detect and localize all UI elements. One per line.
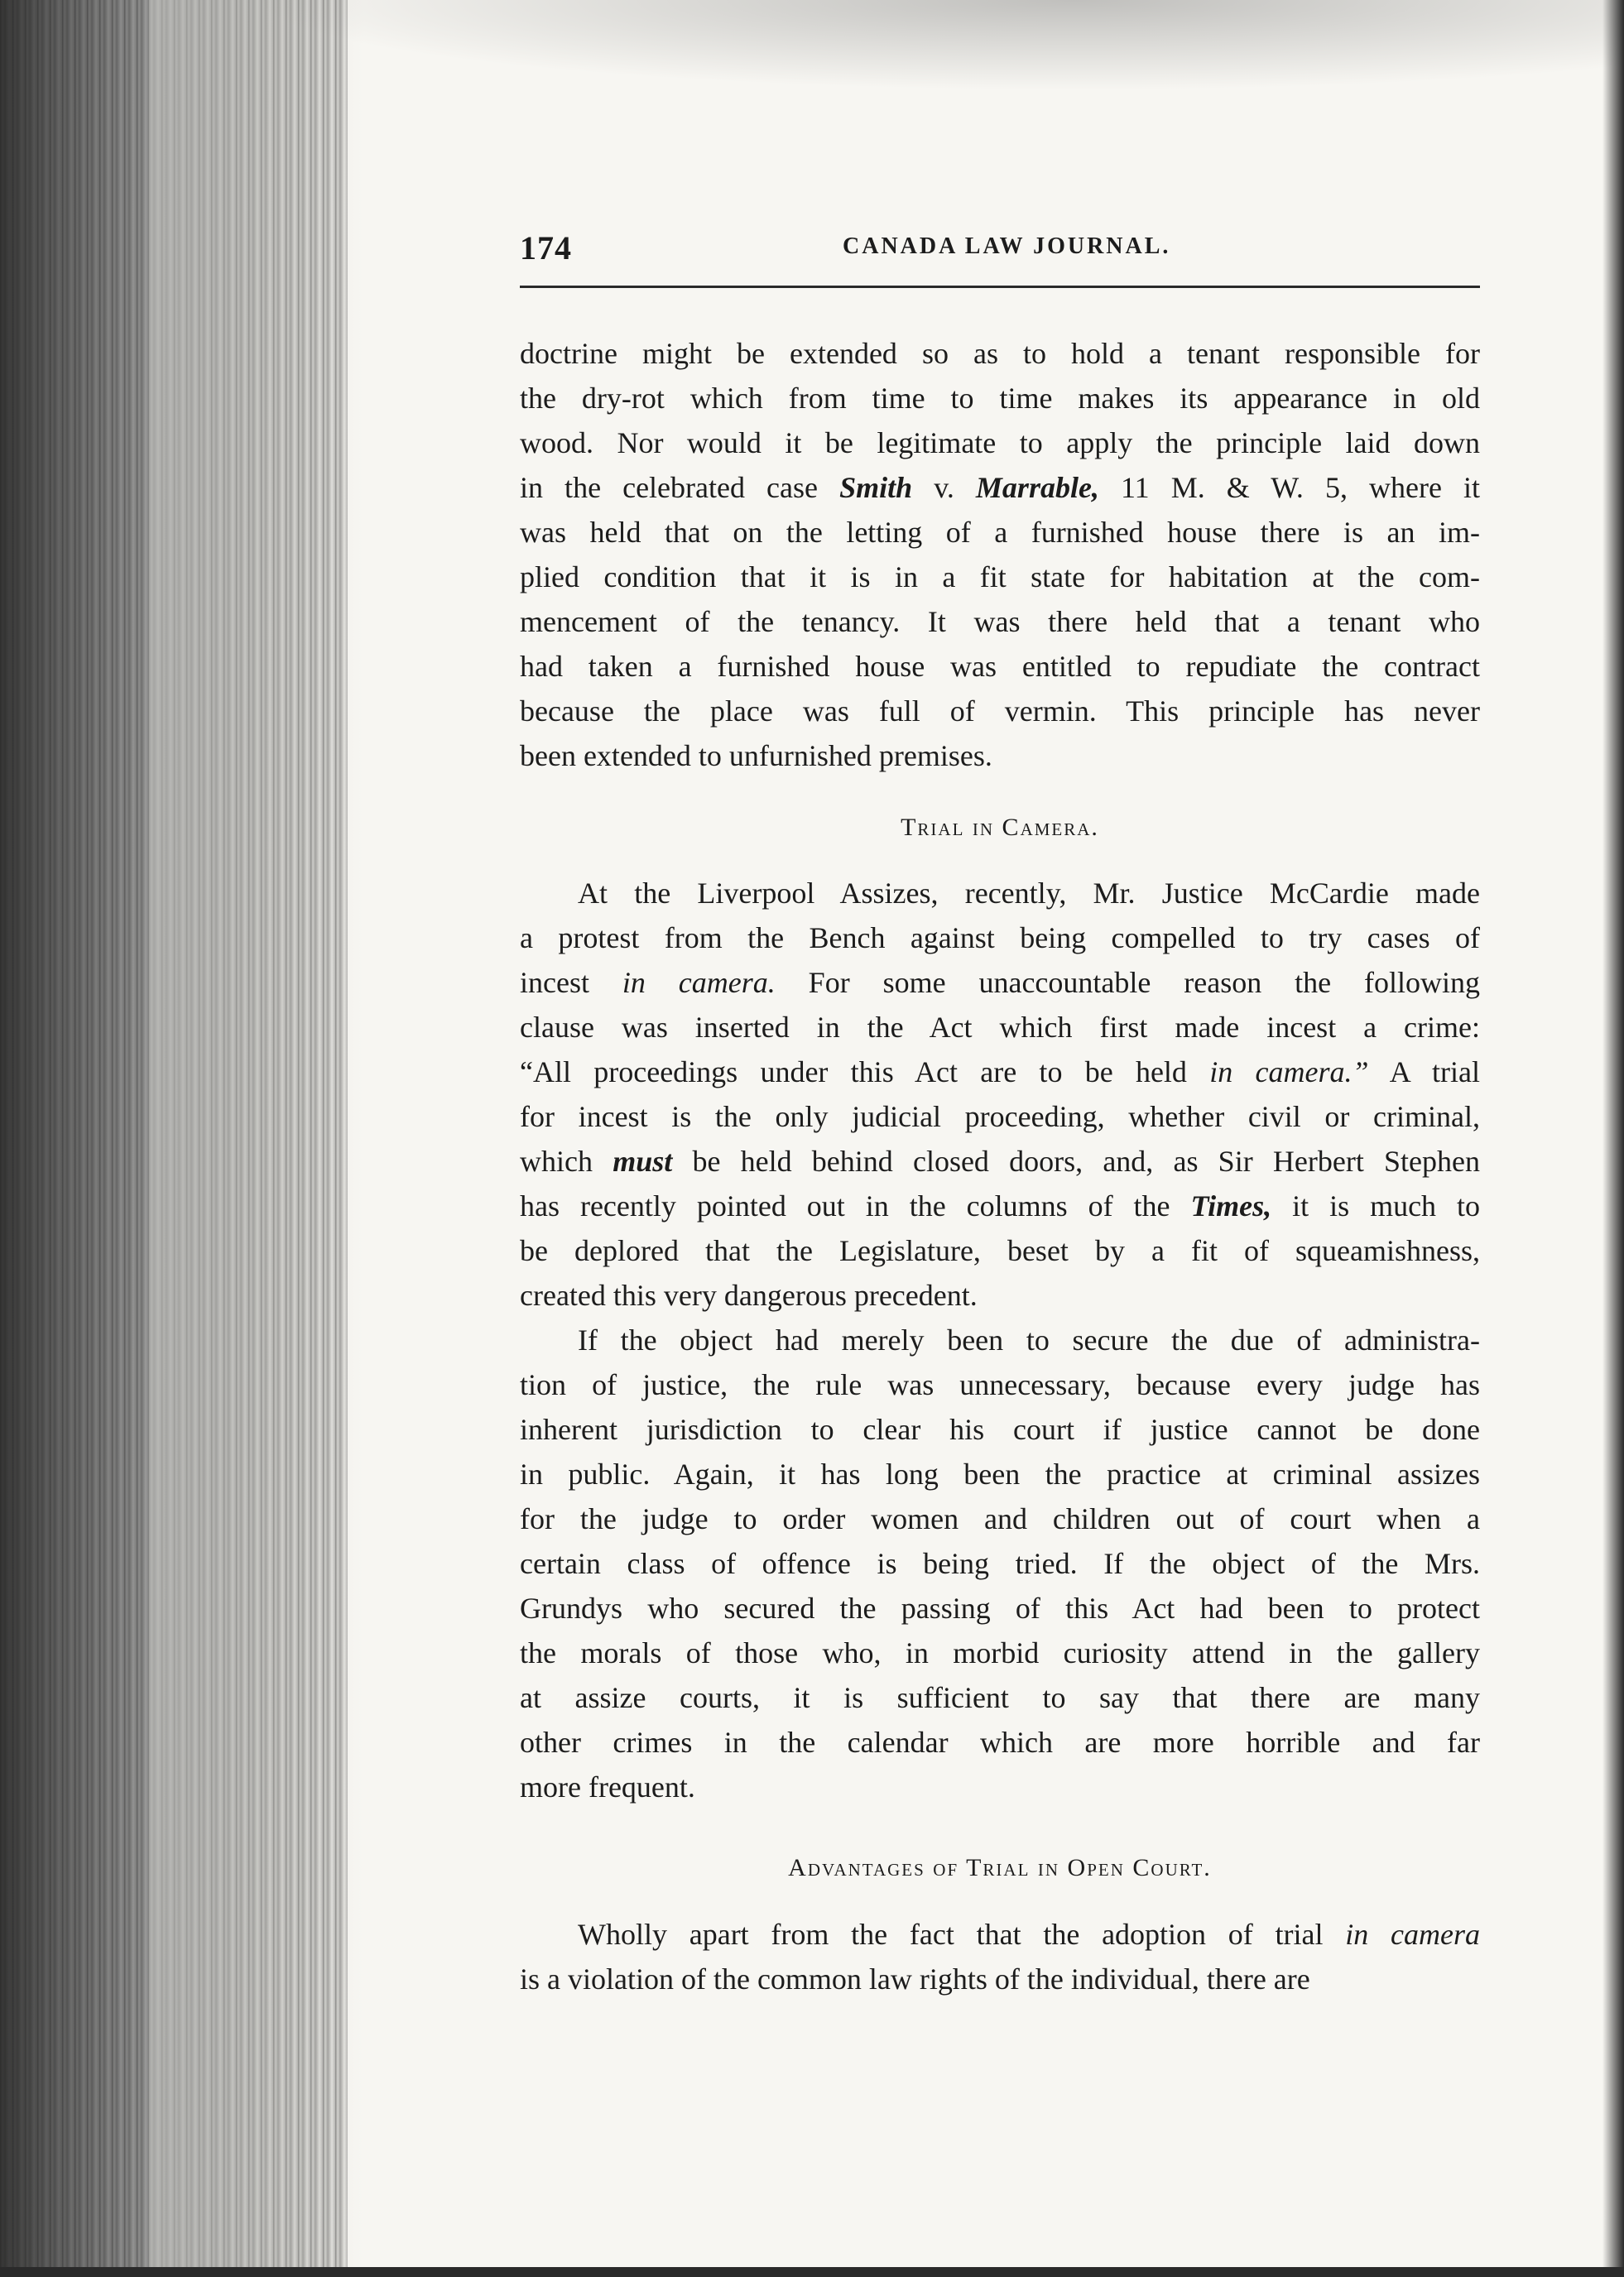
binding-gradient	[149, 0, 364, 2277]
text-line: plied condition that it is in a fit state for habitation at the com-	[520, 560, 1480, 593]
paragraph-liverpool-assizes	[520, 871, 1480, 1318]
text-line: for the judge to order women and children out of court when a	[520, 1502, 1480, 1535]
italic-run: Times,	[1190, 1189, 1272, 1223]
text-line: was held that on the letting of a furnished house there is an im-	[520, 516, 1480, 549]
text-line: a protest from the Bench against being compelled to try cases of	[520, 921, 1480, 954]
text-line: At the Liverpool Assizes, recently, Mr. Justice McCardie made	[578, 877, 1480, 910]
text-line: for incest is the only judicial proceeding, whether civil or criminal,	[520, 1100, 1480, 1133]
scan-noise-top	[248, 0, 1624, 91]
paragraph-dry-rot	[520, 331, 1480, 778]
text-line: inherent jurisdiction to clear his court if justice cannot be done	[520, 1413, 1480, 1446]
paragraph-wholly-apart	[520, 1912, 1480, 2001]
text-line: more frequent.	[520, 1770, 695, 1804]
journal-title: CANADA LAW JOURNAL.	[843, 233, 1171, 259]
text-run: incest	[520, 966, 589, 999]
text-line: doctrine might be extended so as to hold a tenant responsible for	[520, 337, 1480, 370]
text-run: A trial	[1389, 1055, 1481, 1088]
text-line	[520, 960, 1480, 1005]
text-line	[520, 1139, 1480, 1184]
text-line	[520, 1912, 1480, 1957]
page-number: 174	[520, 229, 572, 267]
text-run: it is much to	[1292, 1189, 1481, 1223]
text-line	[520, 1184, 1480, 1228]
text-line	[520, 465, 1480, 510]
text-run: “All proceedings under this Act are to be held	[520, 1055, 1187, 1088]
text-line: mencement of the tenancy. It was there held that a tenant who	[520, 605, 1480, 638]
section-heading-trial-in-camera: Trial in Camera.	[901, 814, 1099, 841]
page-edge-right	[1602, 0, 1624, 2277]
text-run: be held behind closed doors, and, as Sir Herbert Stephen	[692, 1145, 1481, 1178]
italic-run: in camera.”	[1209, 1055, 1369, 1088]
text-line: wood. Nor would it be legitimate to apply the principle laid down	[520, 426, 1480, 459]
text-line: because the place was full of vermin. This principle has never	[520, 694, 1480, 728]
text-line: at assize courts, it is sufficient to say that there are many	[520, 1681, 1480, 1714]
header-rule	[520, 286, 1480, 288]
case-citation: 11 M. & W. 5, where it	[1121, 471, 1481, 504]
text-line: is a violation of the common law rights of the individual, there are	[520, 1962, 1310, 1996]
text-line	[520, 1050, 1480, 1094]
text-line: in public. Again, it has long been the practice at criminal assizes	[520, 1458, 1480, 1491]
text-line: certain class of offence is being tried. If the object of the Mrs.	[520, 1547, 1480, 1580]
text-line: created this very dangerous precedent.	[520, 1279, 978, 1312]
text-line: the morals of those who, in morbid curiosity attend in the gallery	[520, 1636, 1480, 1669]
text-line: clause was inserted in the Act which first made incest a crime:	[520, 1011, 1480, 1044]
running-head	[520, 228, 1480, 278]
text-run: For some unaccountable reason the following	[808, 966, 1481, 999]
text-run: which	[520, 1145, 593, 1178]
text-line: Grundys who secured the passing of this Act had been to protect	[520, 1592, 1480, 1625]
text-run: has recently pointed out in the columns of the	[520, 1189, 1170, 1223]
italic-run: in camera	[1345, 1918, 1481, 1951]
italic-run: in camera.	[622, 966, 776, 999]
text-run: v.	[934, 471, 954, 504]
page-edge-bottom	[0, 2267, 1624, 2277]
text-line: the dry-rot which from time to time makes its appearance in old	[520, 382, 1480, 415]
text-line: other crimes in the calendar which are more horrible and far	[520, 1726, 1480, 1759]
paragraph-object-of-rule	[520, 1318, 1480, 1809]
italic-run: must	[613, 1145, 673, 1178]
text-line: been extended to unfurnished premises.	[520, 739, 992, 772]
text-line: tion of justice, the rule was unnecessary, because every judge has	[520, 1368, 1480, 1401]
section-heading-open-court: Advantages of Trial in Open Court.	[788, 1854, 1212, 1881]
text-line: be deplored that the Legislature, beset by a fit of squeamishness,	[520, 1234, 1480, 1267]
case-name-marrable: Marrable,	[975, 471, 1099, 504]
text-run: in the celebrated case	[520, 471, 818, 504]
case-name-smith: Smith	[839, 471, 913, 504]
text-line: had taken a furnished house was entitled to repudiate the contract	[520, 650, 1480, 683]
text-line: If the object had merely been to secure the due of administra-	[578, 1323, 1480, 1357]
text-run: Wholly apart from the fact that the adoption of trial	[578, 1918, 1324, 1951]
